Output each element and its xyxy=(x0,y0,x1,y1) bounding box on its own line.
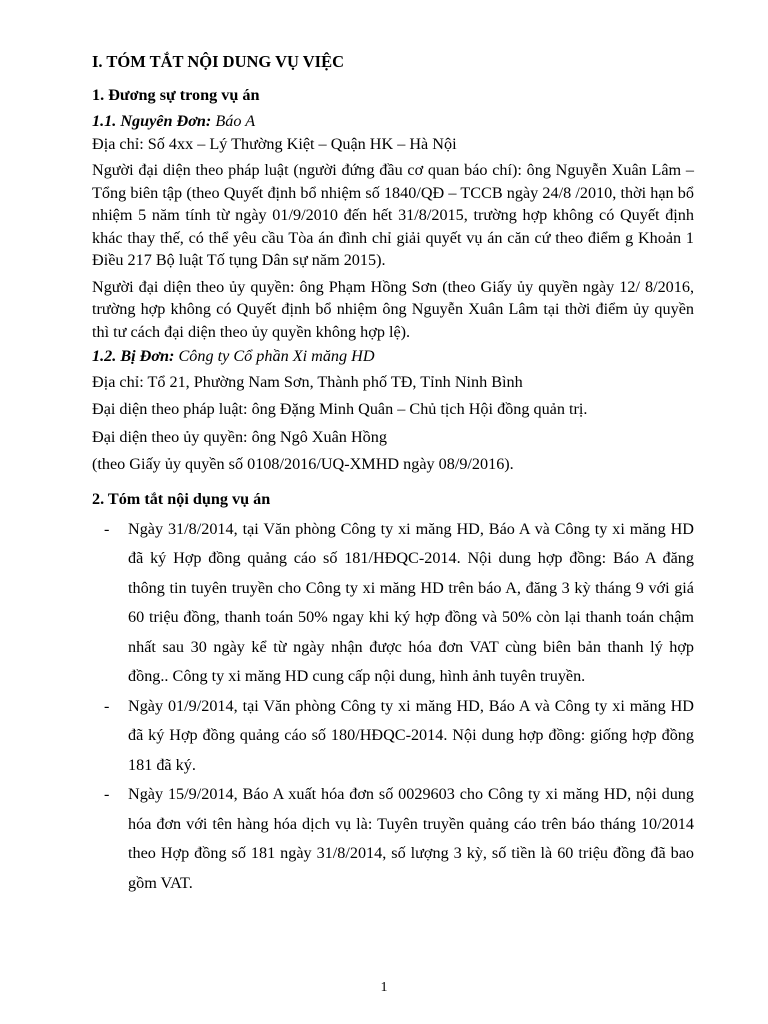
bullet-dash: - xyxy=(104,696,110,715)
plaintiff-heading xyxy=(92,110,694,133)
defendant-name: Công ty Cổ phần Xi măng HD xyxy=(178,347,375,365)
bullet-dash: - xyxy=(104,785,110,803)
defendant-authorization-doc: (theo Giấy ủy quyền số 0108/2016/UQ-XMHD ngày 08/9/2016). xyxy=(92,455,514,473)
defendant-legal-rep: Đại diện theo pháp luật: ông Đặng Minh Quân – Chủ tịch Hội đồng quản trị. xyxy=(92,400,588,418)
summary-heading: 2. Tóm tắt nội dụng vụ án xyxy=(92,489,271,508)
list-item-text: Ngày 31/8/2014, tại Văn phòng Công ty xi măng HD, Báo A và Công ty xi măng HD đã ký Hợp đồng quảng cáo số 181/HĐQC-2014. Nội dung hợp đồng: Báo A đăng thông tin tuyên truyền cho Công ty xi măng HD trên báo A, đăng 3 kỳ tháng 9 với giá 60 triệu đồng, thanh toán 50% ngay khi ký hợp đồng và 50% còn lại thanh toán chậm nhất sau 30 ngày kể từ ngày nhận được hóa đơn VAT cùng biên bản thanh lý hợp đồng.. Công ty xi măng HD cung cấp nội dung, hình ảnh tuyên truyền. xyxy=(128,519,694,685)
list-item-text: Ngày 01/9/2014, tại Văn phòng Công ty xi măng HD, Báo A và Công ty xi măng HD đã ký Hợp đồng quảng cáo số 180/HĐQC-2014. Nội dung hợp đồng: giống hợp đồng 181 đã ký. xyxy=(128,696,694,774)
page-number: 1 xyxy=(380,980,388,995)
defendant-authorized-rep: Đại diện theo ủy quyền: ông Ngô Xuân Hồng xyxy=(92,427,387,446)
plaintiff-label: 1.1. Nguyên Đơn: xyxy=(92,112,212,130)
list-item xyxy=(92,515,694,692)
plaintiff-authorized-rep: Người đại diện theo ủy quyền: ông Phạm Hồng Sơn (theo Giấy ủy quyền ngày 12/ 8/2016, trường hợp không có Quyết định bổ nhiệm ông Nguyễn Xuân Lâm tại thời điểm ủy quyền thì tư cách đại diện theo ủy quyền không hợp lệ). xyxy=(92,277,694,341)
list-item-text: Ngày 15/9/2014, Báo A xuất hóa đơn số 0029603 cho Công ty xi măng HD, nội dung hóa đơn với tên hàng hóa dịch vụ là: Tuyên truyền quảng cáo trên báo tháng 10/2014 theo Hợp đồng số 181 ngày 31/8/2014, số lượng 3 kỳ, số tiền là 60 triệu đồng đã bao gồm VAT. xyxy=(128,785,694,892)
plaintiff-name: Báo A xyxy=(215,112,256,130)
summary-list xyxy=(92,515,694,899)
document-body xyxy=(92,50,694,898)
plaintiff-address: Địa chỉ: Số 4xx – Lý Thường Kiệt – Quận HK – Hà Nội xyxy=(92,134,457,153)
parties-heading: 1. Đương sự trong vụ án xyxy=(92,86,260,104)
section-title: I. TÓM TẮT NỘI DUNG VỤ VIỆC xyxy=(92,52,344,71)
plaintiff-legal-rep: Người đại diện theo pháp luật (người đứng đầu cơ quan báo chí): ông Nguyễn Xuân Lâm – Tổng biên tập (theo Quyết định bổ nhiệm số 1840/QĐ – TCCB ngày 24/8 /2010, thời hạn bổ nhiệm 5 năm tính từ ngày 01/9/2010 đến hết 31/8/2015, trường hợp không có Quyết định khác thay thế, có thể yêu cầu Tòa án đình chỉ giải quyết vụ án căn cứ theo điểm g Khoản 1 Điều 217 Bộ luật Tố tụng Dân sự năm 2015). xyxy=(92,161,694,269)
list-item xyxy=(92,692,694,781)
bullet-dash: - xyxy=(104,519,110,538)
defendant-address: Địa chỉ: Tổ 21, Phường Nam Sơn, Thành phố TĐ, Tỉnh Ninh Bình xyxy=(92,372,523,391)
list-item xyxy=(92,780,694,898)
defendant-heading xyxy=(92,345,694,368)
defendant-label: 1.2. Bị Đơn: xyxy=(92,347,175,365)
